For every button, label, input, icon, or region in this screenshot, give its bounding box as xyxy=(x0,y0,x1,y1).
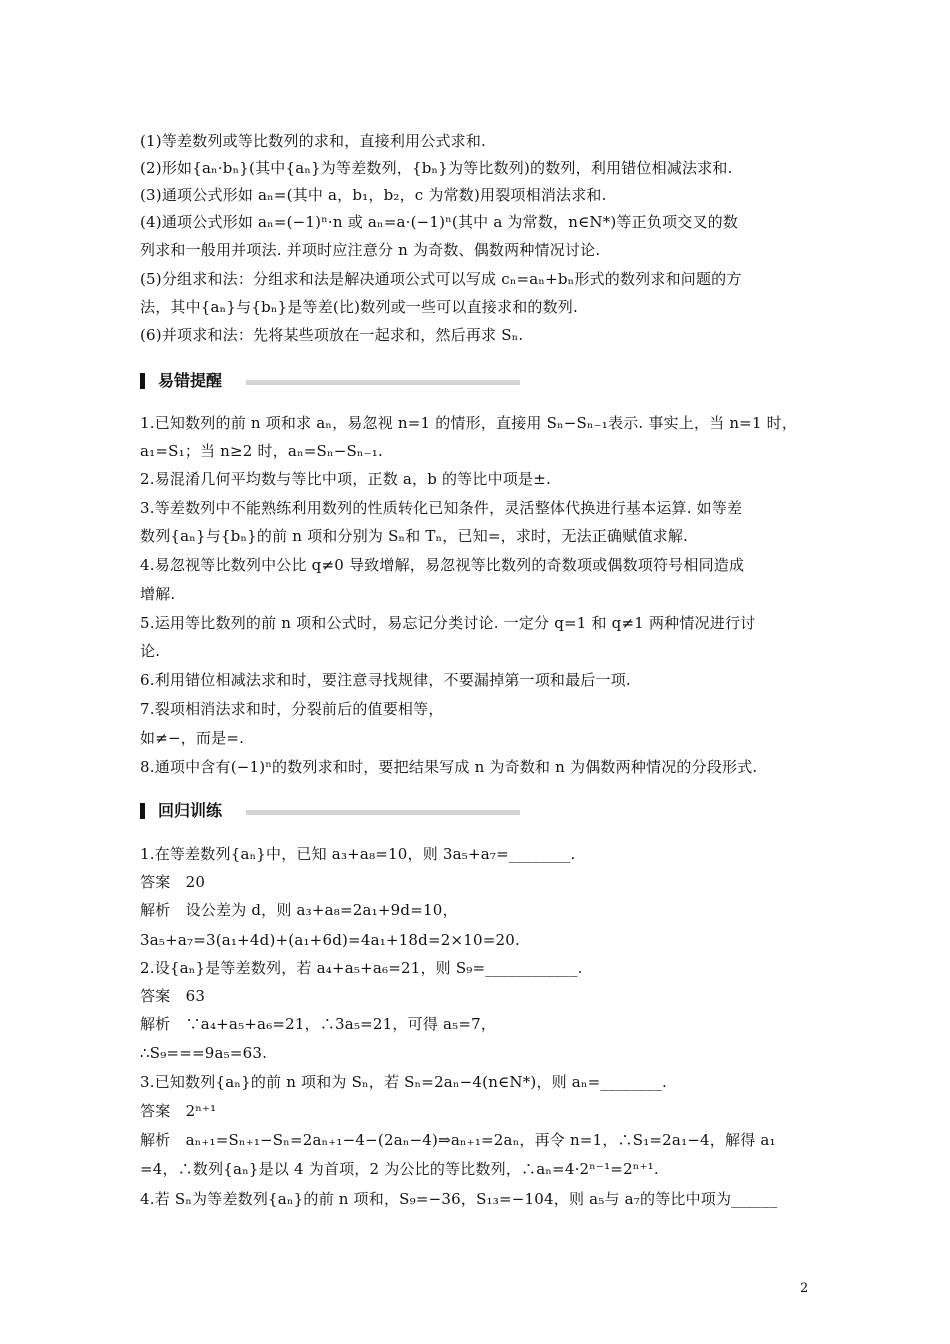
section-header-review xyxy=(140,801,540,821)
error-line: 5.运用等比数列的前 n 项和公式时，易忘记分类讨论. 一定分 q=1 和 q≠1 两种情况进行讨 xyxy=(140,614,756,632)
section-title: 易错提醒 xyxy=(158,371,223,390)
section-rule xyxy=(246,380,520,385)
review-line: 解析 设公差为 d，则 a₃+a₈=2a₁+9d=10， xyxy=(140,901,458,919)
review-line: =4，∴数列{aₙ}是以 4 为首项，2 为公比的等比数列，∴aₙ=4·2ⁿ⁻¹=2ⁿ⁺¹. xyxy=(140,1160,659,1178)
error-line: 7.裂项相消法求和时，分裂前后的值要相等， xyxy=(140,700,444,718)
method-line: (2)形如{aₙ·bₙ}(其中{aₙ}为等差数列，{bₙ}为等比数列)的数列，利用错位相减法求和. xyxy=(140,159,733,177)
review-line: 3a₅+a₇=3(a₁+4d)+(a₁+6d)=4a₁+18d=2×10=20. xyxy=(140,931,520,949)
error-line: 1.已知数列的前 n 项和求 aₙ，易忽视 n=1 的情形，直接用 Sₙ−Sₙ₋₁表示. 事实上，当 n=1 时， xyxy=(140,414,798,432)
section-title: 回归训练 xyxy=(158,801,223,820)
page-number: 2 xyxy=(800,1281,809,1296)
review-line: 2.设{aₙ}是等差数列，若 a₄+a₅+a₆=21，则 S₉=____________. xyxy=(140,959,583,977)
method-line: (6)并项求和法：先将某些项放在一起求和，然后再求 Sₙ. xyxy=(140,326,524,344)
method-line: (5)分组求和法：分组求和法是解决通项公式可以写成 cₙ=aₙ+bₙ形式的数列求和问题的方 xyxy=(140,270,742,288)
review-line: 4.若 Sₙ为等差数列{aₙ}的前 n 项和，S₉=−36，S₁₃=−104，则 a₅与 a₇的等比中项为______ xyxy=(140,1190,778,1208)
method-line: 列求和一般用并项法. 并项时应注意分 n 为奇数、偶数两种情况讨论. xyxy=(140,241,601,259)
method-line: 法，其中{aₙ}与{bₙ}是等差(比)数列或一些可以直接求和的数列. xyxy=(140,298,578,316)
error-line: 4.易忽视等比数列中公比 q≠0 导致增解，易忽视等比数列的奇数项或偶数项符号相同造成 xyxy=(140,556,745,574)
error-line: a₁=S₁；当 n≥2 时，aₙ=Sₙ−Sₙ₋₁. xyxy=(140,442,383,460)
review-line: 答案 2ⁿ⁺¹ xyxy=(140,1102,217,1120)
section-marker xyxy=(140,373,145,389)
method-line: (3)通项公式形如 aₙ=(其中 a，b₁，b₂，c 为常数)用裂项相消法求和. xyxy=(140,186,607,204)
error-line: 6.利用错位相减法求和时，要注意寻找规律，不要漏掉第一项和最后一项. xyxy=(140,671,631,689)
error-line: 如≠−，而是=. xyxy=(140,729,245,747)
error-line: 论. xyxy=(140,642,161,660)
review-line: 答案 20 xyxy=(140,873,206,891)
error-line: 8.通项中含有(−1)ⁿ的数列求和时，要把结果写成 n 为奇数和 n 为偶数两种情况的分段形式. xyxy=(140,758,758,776)
review-line: 解析 aₙ₊₁=Sₙ₊₁−Sₙ=2aₙ₊₁−4−(2aₙ−4)⇒aₙ₊₁=2aₙ，再令 n=1，∴S₁=2a₁−4，解得 a₁ xyxy=(140,1131,776,1149)
method-line: (1)等差数列或等比数列的求和，直接利用公式求和. xyxy=(140,132,487,150)
error-line: 增解. xyxy=(140,585,176,603)
error-line: 2.易混淆几何平均数与等比中项，正数 a，b 的等比中项是±. xyxy=(140,470,551,488)
review-line: 1.在等差数列{aₙ}中，已知 a₃+a₈=10，则 3a₅+a₇=________. xyxy=(140,845,576,863)
section-rule xyxy=(246,810,520,815)
method-line: (4)通项公式形如 aₙ=(−1)ⁿ·n 或 aₙ=a·(−1)ⁿ(其中 a 为常数，n∈N*)等正负项交叉的数 xyxy=(140,213,739,231)
review-line: 答案 63 xyxy=(140,987,206,1005)
error-line: 3.等差数列中不能熟练利用数列的性质转化已知条件，灵活整体代换进行基本运算. 如等差 xyxy=(140,499,743,517)
review-line: 3.已知数列{aₙ}的前 n 项和为 Sₙ，若 Sₙ=2aₙ−4(n∈N*)，则 aₙ=________. xyxy=(140,1073,667,1091)
review-line: 解析 ∵a₄+a₅+a₆=21，∴3a₅=21，可得 a₅=7， xyxy=(140,1015,497,1033)
section-header-errors xyxy=(140,371,540,391)
review-line: ∴S₉===9a₅=63. xyxy=(140,1044,268,1062)
section-marker xyxy=(140,803,145,819)
error-line: 数列{aₙ}与{bₙ}的前 n 项和分别为 Sₙ和 Tₙ，已知=，求时，无法正确赋值求解. xyxy=(140,527,689,545)
